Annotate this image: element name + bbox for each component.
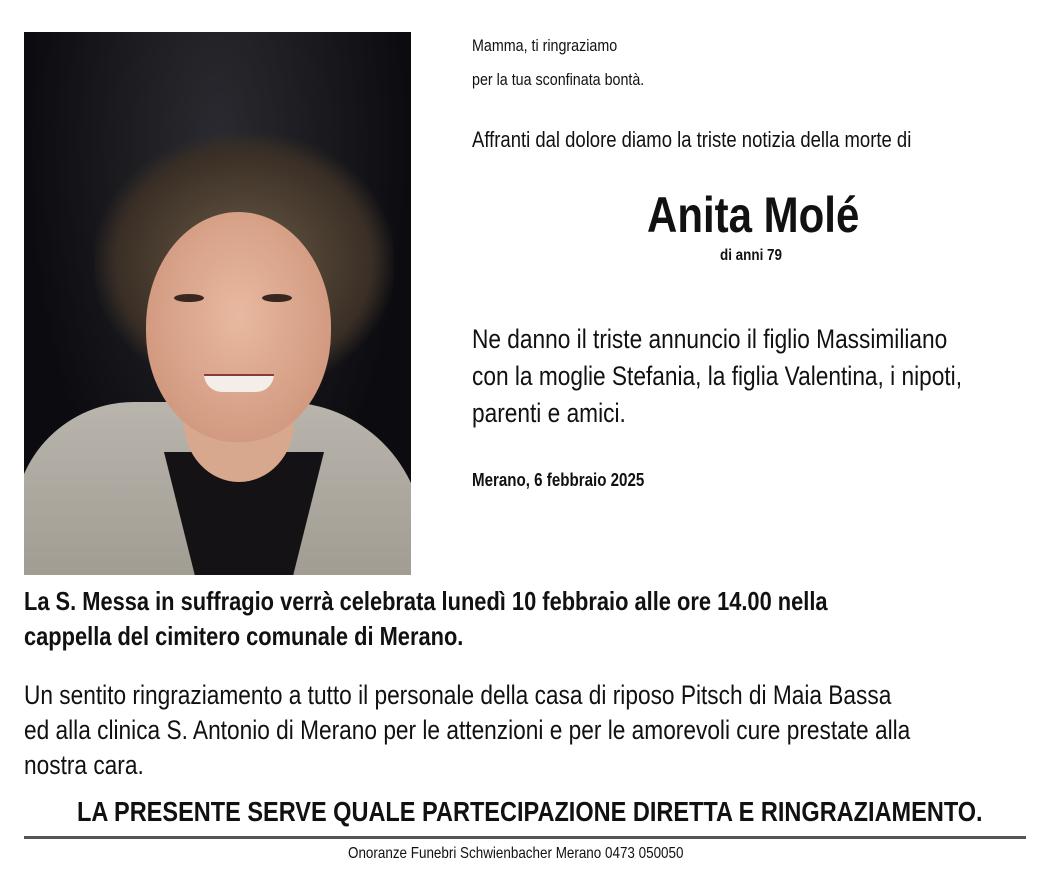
mass-line: cappella del cimitero comunale di Merano. bbox=[24, 621, 464, 651]
mass-line: La S. Messa in suffragio verrà celebrata lunedì 10 febbraio alle ore 14.00 nella bbox=[24, 586, 828, 616]
divider bbox=[24, 836, 1026, 839]
thanks-line: nostra cara. bbox=[24, 750, 144, 780]
thanks-line: Un sentito ringraziamento a tutto il personale della casa di riposo Pitsch di Maia Bassa bbox=[24, 680, 892, 710]
intro-line: per la tua sconfinata bontà. bbox=[472, 70, 645, 89]
deceased-name: Anita Molé bbox=[647, 187, 860, 243]
portrait-photo bbox=[24, 32, 411, 575]
thanks-line: ed alla clinica S. Antonio di Merano per le attenzioni e per le amorevoli cure prestate alla bbox=[24, 715, 911, 745]
family-line: Ne danno il triste annuncio il figlio Massimiliano bbox=[472, 324, 948, 354]
intro-line: Mamma, ti ringraziamo bbox=[472, 36, 618, 55]
family-line: con la moglie Stefania, la figlia Valentina, i nipoti, bbox=[472, 361, 963, 391]
family-line: parenti e amici. bbox=[472, 398, 626, 428]
footer-funeral-home: Onoranze Funebri Schwienbacher Merano 0473 050050 bbox=[348, 845, 684, 862]
age: di anni 79 bbox=[720, 247, 782, 264]
announcement: Affranti dal dolore diamo la triste notizia della morte di bbox=[472, 127, 912, 152]
place-date: Merano, 6 febbraio 2025 bbox=[472, 470, 645, 490]
closing-statement: LA PRESENTE SERVE QUALE PARTECIPAZIONE DIRETTA E RINGRAZIAMENTO. bbox=[77, 796, 983, 827]
